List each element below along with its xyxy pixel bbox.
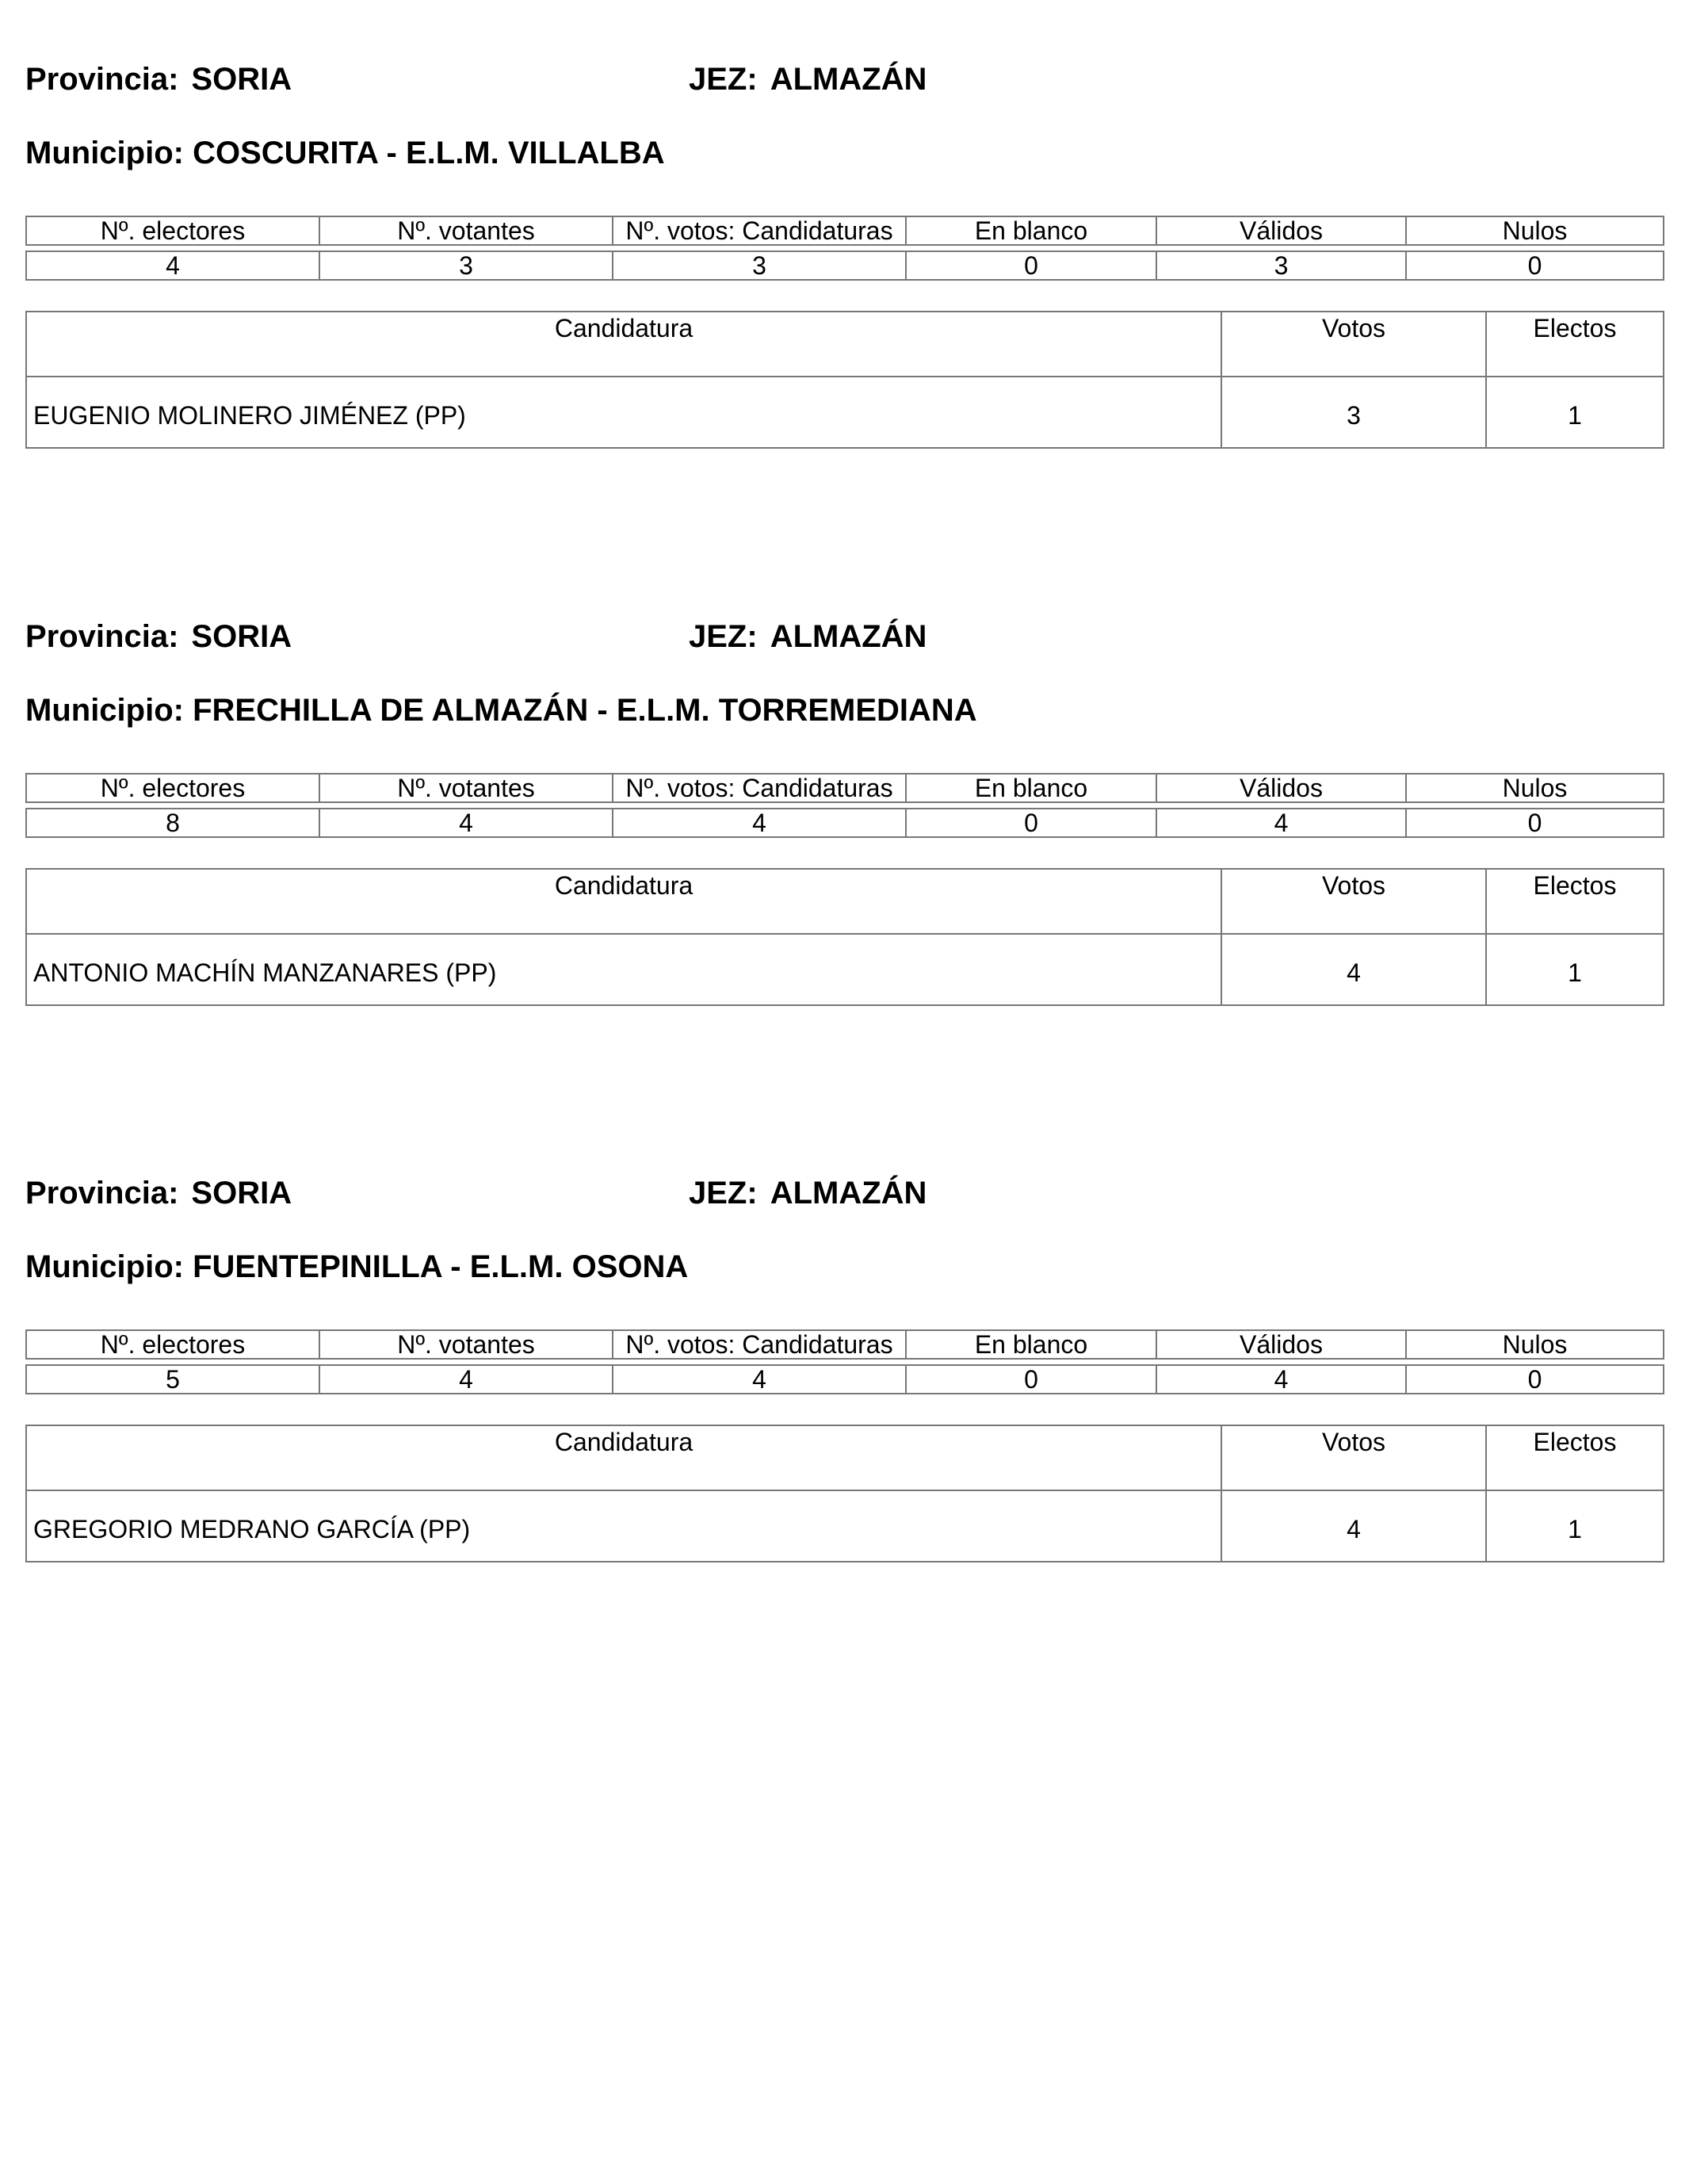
stats-value-cell: 0 bbox=[906, 1365, 1156, 1394]
candidate-electos: 1 bbox=[1486, 1490, 1664, 1562]
provincia-label: Provincia: bbox=[25, 619, 179, 654]
stats-value-cell: 0 bbox=[1406, 251, 1664, 280]
candidates-header-row bbox=[26, 869, 1664, 934]
stats-header-cell: Nº. votantes bbox=[319, 216, 613, 245]
header-row bbox=[25, 55, 1663, 103]
stats-value-cell: 0 bbox=[1406, 809, 1664, 837]
votos-header: Votos bbox=[1221, 869, 1486, 934]
stats-header-cell: Nº. electores bbox=[26, 216, 319, 245]
stats-value-cell: 4 bbox=[26, 251, 319, 280]
candidate-name: GREGORIO MEDRANO GARCÍA (PP) bbox=[26, 1490, 1221, 1562]
electos-header: Electos bbox=[1486, 1425, 1664, 1490]
stats-header-row bbox=[26, 1330, 1664, 1359]
municipio bbox=[25, 129, 665, 177]
stats-header-cell: Nulos bbox=[1406, 774, 1664, 802]
candidate-row bbox=[26, 1490, 1664, 1562]
stats-header-cell: En blanco bbox=[906, 216, 1156, 245]
stats-header-row bbox=[26, 216, 1664, 245]
jez bbox=[689, 613, 927, 660]
candidate-name: EUGENIO MOLINERO JIMÉNEZ (PP) bbox=[26, 377, 1221, 448]
candidates-table bbox=[25, 868, 1664, 1006]
candidate-votos: 3 bbox=[1221, 377, 1486, 448]
candidate-votos: 4 bbox=[1221, 934, 1486, 1005]
candidate-electos: 1 bbox=[1486, 377, 1664, 448]
candidatura-header: Candidatura bbox=[26, 1425, 1221, 1490]
stats-value-row bbox=[26, 1365, 1664, 1394]
stats-header-cell: Nº. votantes bbox=[319, 774, 613, 802]
candidates-table bbox=[25, 311, 1664, 449]
provincia bbox=[25, 55, 292, 103]
jez-value: ALMAZÁN bbox=[770, 619, 927, 654]
stats-value-cell: 5 bbox=[26, 1365, 319, 1394]
stats-value-row bbox=[26, 251, 1664, 280]
stats-table bbox=[25, 216, 1664, 281]
jez-label: JEZ: bbox=[689, 62, 758, 97]
votos-header: Votos bbox=[1221, 1425, 1486, 1490]
candidatura-header: Candidatura bbox=[26, 312, 1221, 377]
stats-header-cell: Nulos bbox=[1406, 216, 1664, 245]
stats-value-cell: 0 bbox=[906, 251, 1156, 280]
electos-header: Electos bbox=[1486, 869, 1664, 934]
header-row bbox=[25, 613, 1663, 660]
provincia bbox=[25, 613, 292, 660]
stats-header-cell: Nulos bbox=[1406, 1330, 1664, 1359]
stats-header-cell: Nº. votos: Candidaturas bbox=[613, 216, 906, 245]
candidates-header-row bbox=[26, 1425, 1664, 1490]
stats-value-cell: 4 bbox=[1156, 1365, 1406, 1394]
candidates-table bbox=[25, 1425, 1664, 1562]
electos-header: Electos bbox=[1486, 312, 1664, 377]
votos-header: Votos bbox=[1221, 312, 1486, 377]
stats-value-cell: 3 bbox=[1156, 251, 1406, 280]
jez bbox=[689, 1169, 927, 1217]
provincia-value: SORIA bbox=[191, 1176, 292, 1211]
stats-value-cell: 4 bbox=[613, 809, 906, 837]
stats-header-cell: En blanco bbox=[906, 774, 1156, 802]
candidate-electos: 1 bbox=[1486, 934, 1664, 1005]
stats-header-cell: Nº. votos: Candidaturas bbox=[613, 774, 906, 802]
stats-header-cell: Nº. electores bbox=[26, 774, 319, 802]
stats-header-cell: Válidos bbox=[1156, 216, 1406, 245]
candidate-name: ANTONIO MACHÍN MANZANARES (PP) bbox=[26, 934, 1221, 1005]
stats-value-cell: 4 bbox=[319, 809, 613, 837]
stats-header-cell: Nº. votantes bbox=[319, 1330, 613, 1359]
municipio bbox=[25, 687, 977, 734]
candidates-header-row bbox=[26, 312, 1664, 377]
provincia-label: Provincia: bbox=[25, 62, 179, 97]
provincia-value: SORIA bbox=[191, 619, 292, 654]
jez bbox=[689, 55, 927, 103]
stats-value-cell: 3 bbox=[613, 251, 906, 280]
municipio-label: Municipio: bbox=[25, 136, 184, 170]
stats-value-cell: 4 bbox=[1156, 809, 1406, 837]
municipio bbox=[25, 1243, 688, 1291]
candidatura-header: Candidatura bbox=[26, 869, 1221, 934]
candidate-votos: 4 bbox=[1221, 1490, 1486, 1562]
jez-label: JEZ: bbox=[689, 619, 758, 654]
municipality-section bbox=[25, 613, 1663, 987]
stats-header-cell: En blanco bbox=[906, 1330, 1156, 1359]
municipio-value: COSCURITA - E.L.M. VILLALBA bbox=[193, 136, 665, 170]
municipio-value: FUENTEPINILLA - E.L.M. OSONA bbox=[193, 1249, 689, 1284]
provincia-value: SORIA bbox=[191, 62, 292, 97]
stats-value-cell: 3 bbox=[319, 251, 613, 280]
provincia bbox=[25, 1169, 292, 1217]
municipality-section bbox=[25, 55, 1663, 430]
municipio-label: Municipio: bbox=[25, 1249, 184, 1284]
stats-value-cell: 8 bbox=[26, 809, 319, 837]
municipality-section bbox=[25, 1169, 1663, 1543]
provincia-label: Provincia: bbox=[25, 1176, 179, 1211]
stats-table bbox=[25, 1329, 1664, 1394]
stats-header-row bbox=[26, 774, 1664, 802]
stats-value-cell: 4 bbox=[319, 1365, 613, 1394]
candidate-row bbox=[26, 934, 1664, 1005]
stats-value-cell: 4 bbox=[613, 1365, 906, 1394]
municipio-label: Municipio: bbox=[25, 693, 184, 728]
candidate-row bbox=[26, 377, 1664, 448]
municipio-value: FRECHILLA DE ALMAZÁN - E.L.M. TORREMEDIANA bbox=[193, 693, 977, 728]
stats-header-cell: Válidos bbox=[1156, 774, 1406, 802]
header-row bbox=[25, 1169, 1663, 1217]
stats-header-cell: Nº. votos: Candidaturas bbox=[613, 1330, 906, 1359]
jez-value: ALMAZÁN bbox=[770, 1176, 927, 1211]
jez-label: JEZ: bbox=[689, 1176, 758, 1211]
stats-header-cell: Válidos bbox=[1156, 1330, 1406, 1359]
stats-header-cell: Nº. electores bbox=[26, 1330, 319, 1359]
stats-value-cell: 0 bbox=[1406, 1365, 1664, 1394]
jez-value: ALMAZÁN bbox=[770, 62, 927, 97]
stats-value-cell: 0 bbox=[906, 809, 1156, 837]
stats-table bbox=[25, 773, 1664, 838]
stats-value-row bbox=[26, 809, 1664, 837]
